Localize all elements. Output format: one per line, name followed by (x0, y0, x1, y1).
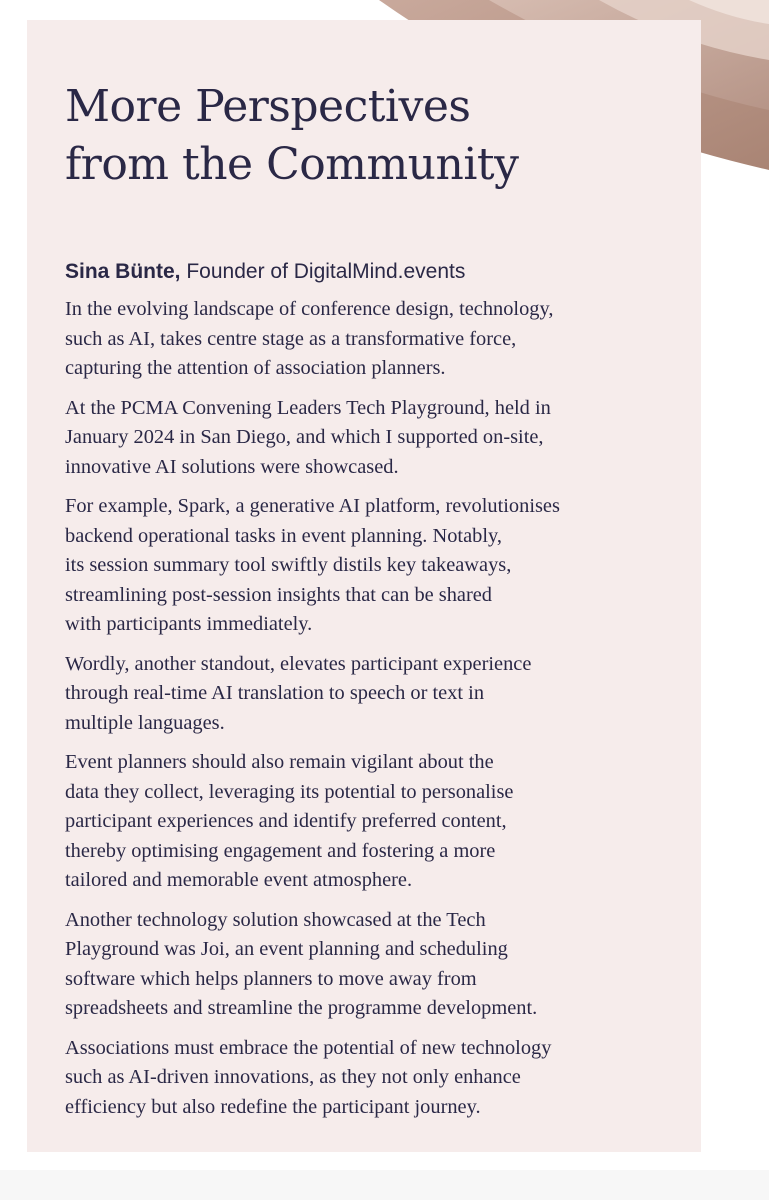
article-paragraph (65, 295, 665, 384)
text-line: such as AI, takes centre stage as a transformative force, (65, 327, 517, 350)
article-title (65, 78, 625, 194)
article-paragraph (65, 748, 665, 896)
text-line: Event planners should also remain vigilant about the (65, 751, 494, 773)
text-line: Playground was Joi, an event planning and scheduling (65, 938, 508, 960)
author-role: Founder of DigitalMind.events (186, 260, 466, 283)
text-line: data they collect, leveraging its potential to personalise (65, 780, 514, 803)
text-line: multiple languages. (65, 711, 225, 734)
text-line: through real-time AI translation to speech or text in (65, 682, 485, 704)
text-line: Another technology solution showcased at the Tech (65, 908, 486, 931)
article-card (27, 20, 701, 1152)
text-line: such as AI-driven innovations, as they not only enhance (65, 1066, 521, 1088)
text-line: participant experiences and identify preferred content, (65, 810, 507, 832)
text-line: Wordly, another standout, elevates participant experience (65, 652, 532, 675)
text-line: For example, Spark, a generative AI platform, revolutionises (65, 495, 560, 517)
article-body (65, 295, 665, 1132)
text-line: January 2024 in San Diego, and which I supported on-site, (65, 426, 544, 448)
text-line: streamlining post-session insights that can be shared (65, 583, 492, 606)
text-line: thereby optimising engagement and fostering a more (65, 839, 496, 862)
text-line: capturing the attention of association planners. (65, 357, 446, 379)
text-line: At the PCMA Convening Leaders Tech Playground, held in (65, 396, 551, 419)
article-paragraph (65, 1034, 665, 1123)
text-line: innovative AI solutions were showcased. (65, 455, 399, 478)
title-line: More Perspectives (65, 81, 471, 132)
author-byline (65, 258, 465, 286)
text-line: In the evolving landscape of conference design, technology, (65, 298, 554, 320)
page-bottom-margin (0, 1170, 769, 1200)
text-line: efficiency but also redefine the participant journey. (65, 1095, 481, 1118)
title-line: from the Community (65, 139, 519, 190)
author-name: Sina Bünte, (65, 260, 181, 283)
text-line: software which helps planners to move away from (65, 967, 477, 990)
text-line: tailored and memorable event atmosphere. (65, 869, 413, 891)
article-paragraph (65, 492, 665, 640)
article-paragraph (65, 650, 665, 739)
text-line: with participants immediately. (65, 613, 313, 635)
text-line: Associations must embrace the potential of new technology (65, 1036, 552, 1059)
article-paragraph (65, 394, 665, 483)
text-line: spreadsheets and streamline the programme development. (65, 997, 538, 1019)
text-line: its session summary tool swiftly distils key takeaways, (65, 554, 512, 576)
text-line: backend operational tasks in event planning. Notably, (65, 524, 502, 547)
article-paragraph (65, 906, 665, 1024)
